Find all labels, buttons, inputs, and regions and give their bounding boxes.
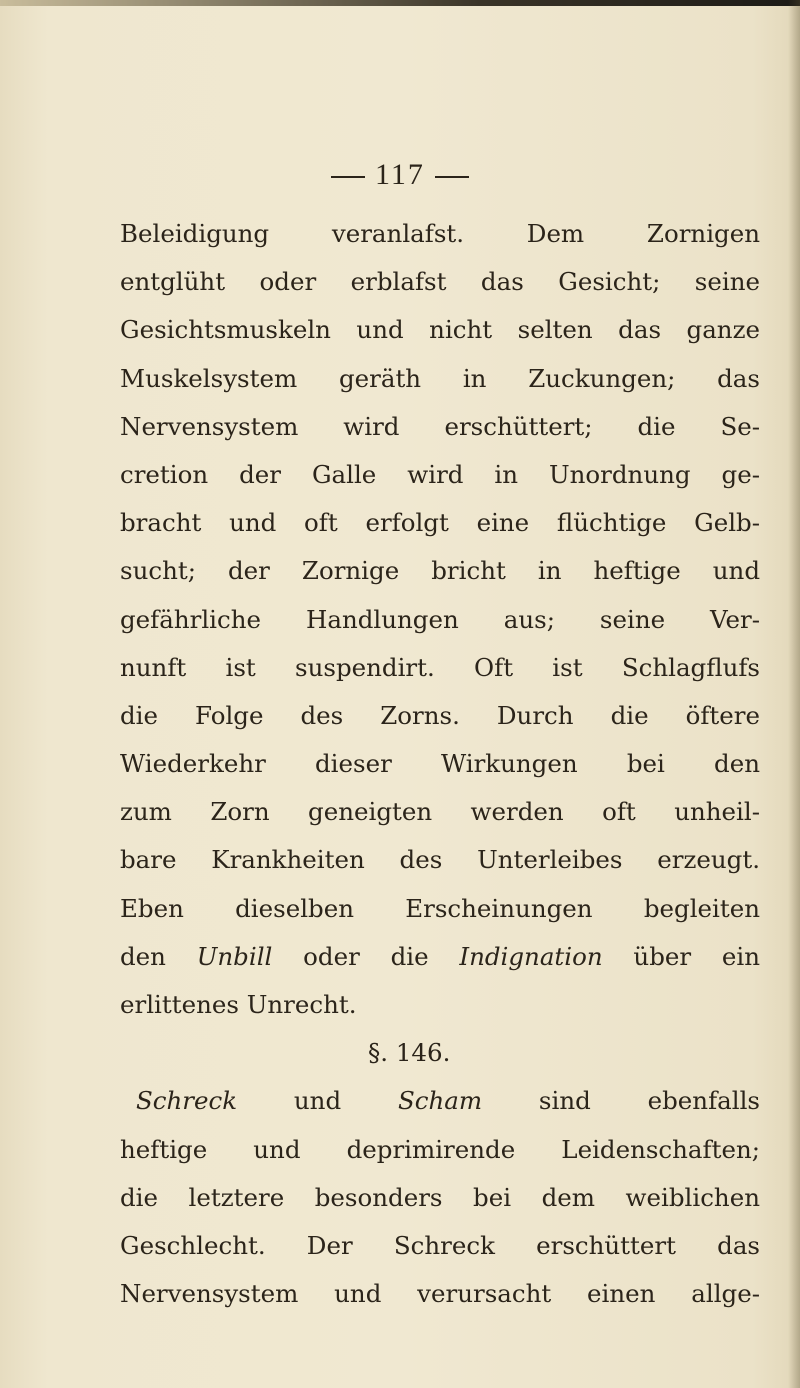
page-top-edge bbox=[0, 0, 800, 6]
text-line: Gesichtsmuskeln und nicht selten das ganze bbox=[120, 315, 760, 345]
italic-term-indignation: Indignation bbox=[459, 941, 603, 971]
page-number bbox=[0, 158, 800, 192]
text-line: Wiederkehr dieser Wirkungen bei den bbox=[120, 749, 760, 779]
text-line: die Folge des Zorns. Durch die öftere bbox=[120, 700, 760, 730]
line-16-before: den bbox=[120, 941, 197, 971]
page-number-dash-right bbox=[435, 176, 469, 178]
text-line: heftige und deprimirende Leidenschaften; bbox=[120, 1134, 760, 1164]
text-line: Eben dieselben Erscheinungen begleiten bbox=[120, 893, 760, 923]
body-text bbox=[120, 210, 760, 1318]
line-16-after: über ein bbox=[602, 941, 761, 971]
line-19-after: sind ebenfalls bbox=[482, 1086, 760, 1116]
text-line: die letztere besonders bei dem weiblichen bbox=[120, 1182, 760, 1212]
text-line: Muskelsystem geräth in Zuckungen; das bbox=[120, 363, 760, 393]
text-line: Geschlecht. Der Schreck erschüttert das bbox=[120, 1230, 760, 1260]
line-19-middle: und bbox=[237, 1086, 398, 1116]
text-line: nunft ist suspendirt. Oft ist Schlagflufs bbox=[120, 652, 760, 682]
text-line: bracht und oft erfolgt eine flüchtige Gelb- bbox=[120, 508, 760, 538]
page-right-edge bbox=[788, 0, 800, 1388]
text-line: Beleidigung veranlafst. Dem Zornigen bbox=[120, 219, 760, 248]
italic-term-schreck: Schreck bbox=[136, 1086, 238, 1116]
text-line: Nervensystem wird erschüttert; die Se- bbox=[120, 411, 760, 441]
text-line: sucht; der Zornige bricht in heftige und bbox=[120, 556, 760, 586]
page-number-dash-left bbox=[331, 176, 365, 178]
page-number-value: 117 bbox=[375, 158, 425, 191]
text-line: Nervensystem und verursacht einen allge- bbox=[120, 1279, 760, 1309]
text-line: bare Krankheiten des Unterleibes erzeugt. bbox=[120, 845, 760, 875]
text-line: erlittenes Unrecht. bbox=[120, 990, 357, 1019]
text-line: cretion der Galle wird in Unordnung ge- bbox=[120, 459, 760, 489]
italic-term-scham: Scham bbox=[397, 1086, 483, 1116]
section-heading: §. 146. bbox=[368, 1038, 451, 1068]
text-line: gefährliche Handlungen aus; seine Ver- bbox=[120, 604, 760, 634]
text-line: entglüht oder erblafst das Gesicht; seine bbox=[120, 267, 760, 297]
text-line-with-italics bbox=[120, 933, 760, 981]
text-line: zum Zorn geneigten werden oft unheil- bbox=[120, 797, 760, 827]
italic-term-unbill: Unbill bbox=[196, 941, 273, 971]
text-line-with-italics bbox=[120, 1077, 760, 1125]
line-16-middle: oder die bbox=[272, 941, 460, 971]
